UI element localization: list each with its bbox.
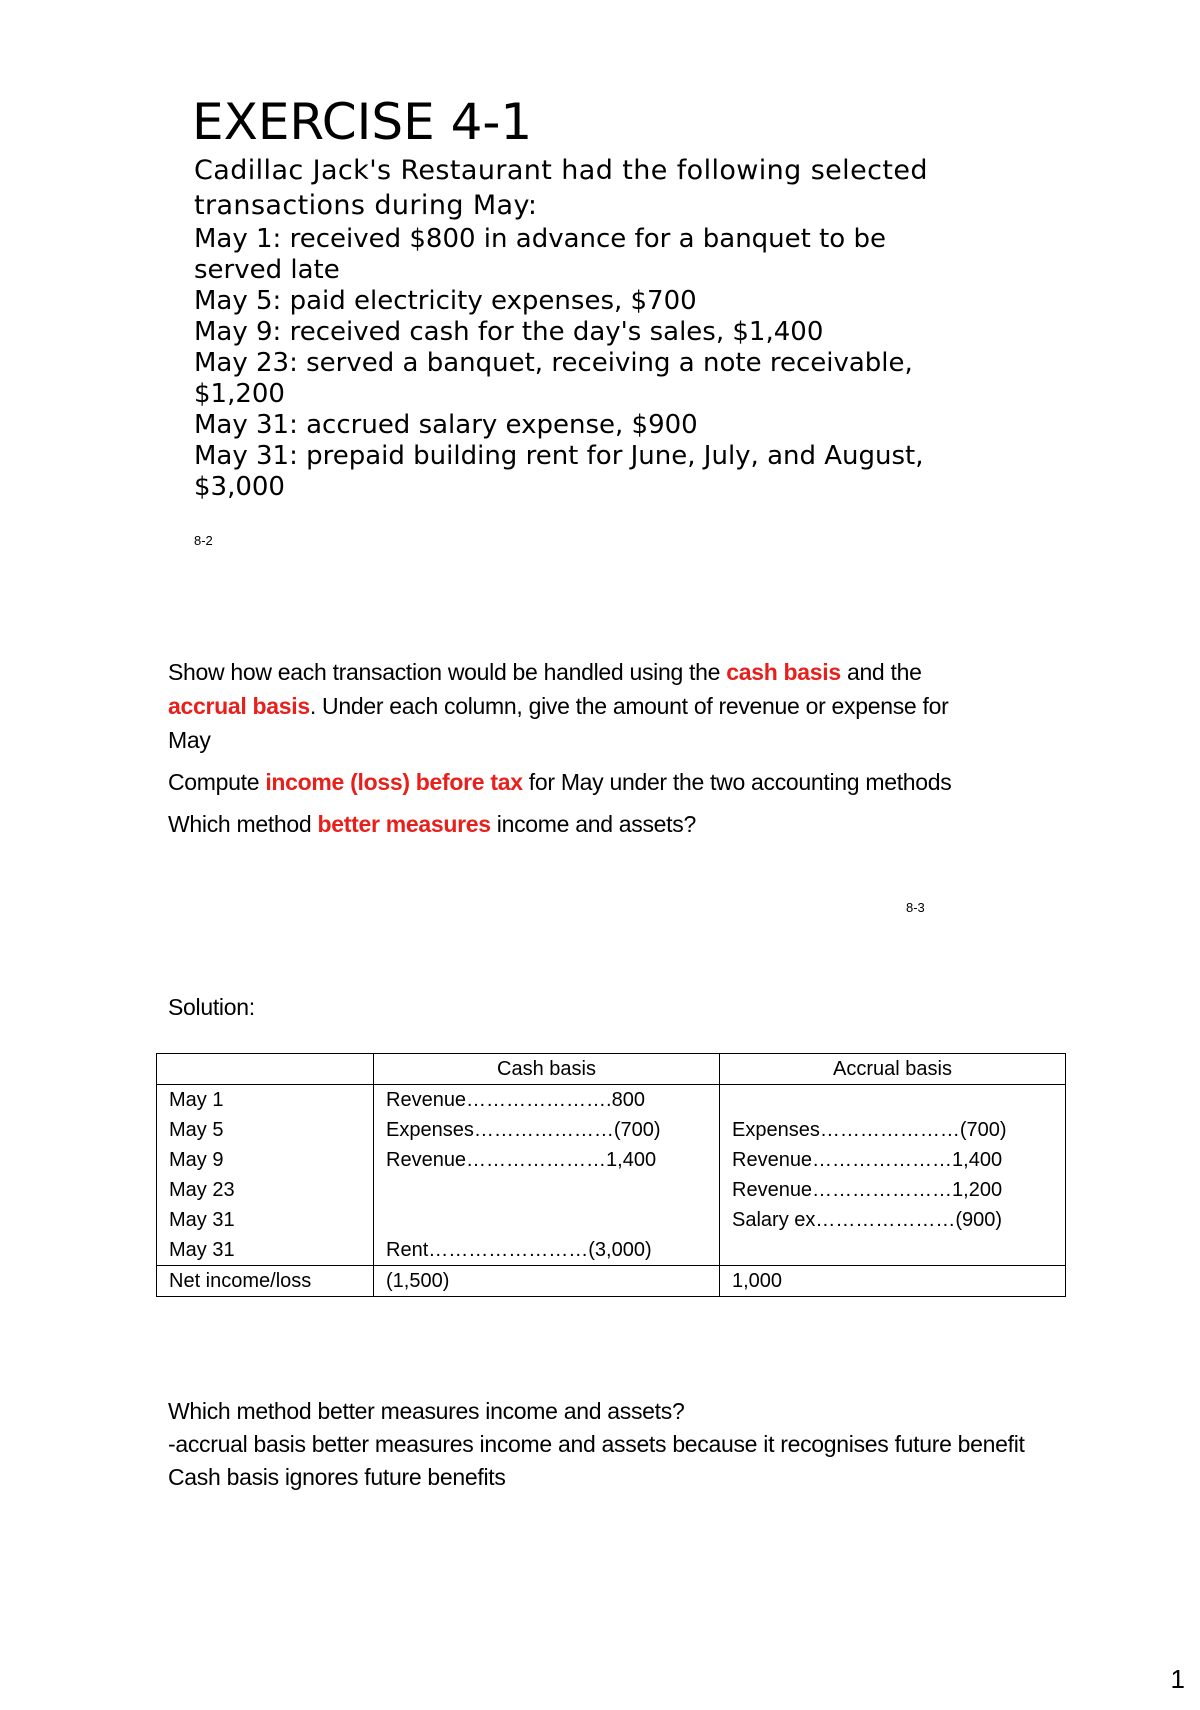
highlight-text: income (loss) before tax xyxy=(265,769,523,795)
answer-line: Cash basis ignores future benefits xyxy=(168,1464,506,1490)
slide-number: 8-2 xyxy=(194,533,213,548)
transaction-item: May 9: received cash for the day's sales, $1,400 xyxy=(194,317,824,347)
instruction-text: for May under the two accounting methods xyxy=(522,769,952,795)
instruction-text: Show how each transaction would be handled using the xyxy=(168,659,727,685)
table-cell: Salary ex…………………(900) xyxy=(732,1209,1003,1231)
table-cell: 1,000 xyxy=(720,1266,1066,1297)
page-number: 1 xyxy=(1170,1664,1185,1694)
table-cell: May 31 xyxy=(169,1239,235,1261)
answer-section xyxy=(168,1395,1038,1494)
table-cell: Rent……………………(3,000) xyxy=(386,1239,652,1261)
exercise-title: EXERCISE 4-1 xyxy=(192,93,533,151)
table-cell: Revenue………………….800 xyxy=(386,1089,645,1111)
table-cell: Revenue…………………1,200 xyxy=(732,1179,1003,1201)
table-cell xyxy=(386,1205,707,1235)
transaction-item: May 5: paid electricity expenses, $700 xyxy=(194,286,697,316)
instruction-paragraph xyxy=(168,807,968,841)
table-header: Accrual basis xyxy=(720,1054,1066,1085)
table-cell: May 23 xyxy=(169,1179,235,1201)
transaction-item: May 31: prepaid building rent for June, July, and August, $3,000 xyxy=(194,441,924,502)
table-cell: Expenses…………………(700) xyxy=(386,1119,661,1141)
table-header xyxy=(157,1054,374,1085)
instruction-text: . Under each column, give the amount of revenue or expense for May xyxy=(168,693,949,753)
table-cell: May 9 xyxy=(169,1149,224,1171)
table-header-row xyxy=(157,1054,1066,1085)
table-cell: Revenue…………………1,400 xyxy=(732,1149,1003,1171)
table-cell xyxy=(386,1175,707,1205)
table-header: Cash basis xyxy=(374,1054,720,1085)
table-cell xyxy=(732,1235,1053,1265)
transaction-item: May 1: received $800 in advance for a banquet to be served late xyxy=(194,224,886,285)
table-total-row xyxy=(157,1266,1066,1297)
table-cell: May 5 xyxy=(169,1119,224,1141)
highlight-text: accrual basis xyxy=(168,693,310,719)
answer-question: Which method better measures income and assets? xyxy=(168,1398,685,1424)
instruction-text: and the xyxy=(840,659,922,685)
table-cell: May 1 xyxy=(169,1089,224,1111)
accrual-basis-column xyxy=(720,1085,1066,1266)
table-cell: (1,500) xyxy=(374,1266,720,1297)
date-column xyxy=(157,1085,374,1266)
exercise-intro: Cadillac Jack's Restaurant had the following selected transactions during May: xyxy=(194,155,928,221)
instruction-text: Which method xyxy=(168,811,318,837)
table-cell: Expenses…………………(700) xyxy=(732,1119,1007,1141)
solution-table xyxy=(156,1053,1066,1297)
transaction-list xyxy=(194,224,974,503)
instruction-text: Compute xyxy=(168,769,266,795)
instruction-paragraph xyxy=(168,765,968,799)
cash-basis-column xyxy=(374,1085,720,1266)
table-row xyxy=(157,1085,1066,1266)
table-cell xyxy=(732,1085,1053,1115)
instruction-text: income and assets? xyxy=(490,811,696,837)
answer-line: -accrual basis better measures income and assets because it recognises future benefit xyxy=(168,1431,1025,1457)
slide-number: 8-3 xyxy=(906,900,925,915)
highlight-text: cash basis xyxy=(726,659,841,685)
transaction-item: May 31: accrued salary expense, $900 xyxy=(194,410,698,440)
instructions xyxy=(168,655,968,849)
instruction-paragraph xyxy=(168,655,968,757)
transaction-item: May 23: served a banquet, receiving a note receivable, $1,200 xyxy=(194,348,913,409)
highlight-text: better measures xyxy=(317,811,491,837)
table-cell: Net income/loss xyxy=(157,1266,374,1297)
solution-label: Solution: xyxy=(168,994,255,1020)
table-cell: Revenue…………………1,400 xyxy=(386,1149,657,1171)
table-cell: May 31 xyxy=(169,1209,235,1231)
